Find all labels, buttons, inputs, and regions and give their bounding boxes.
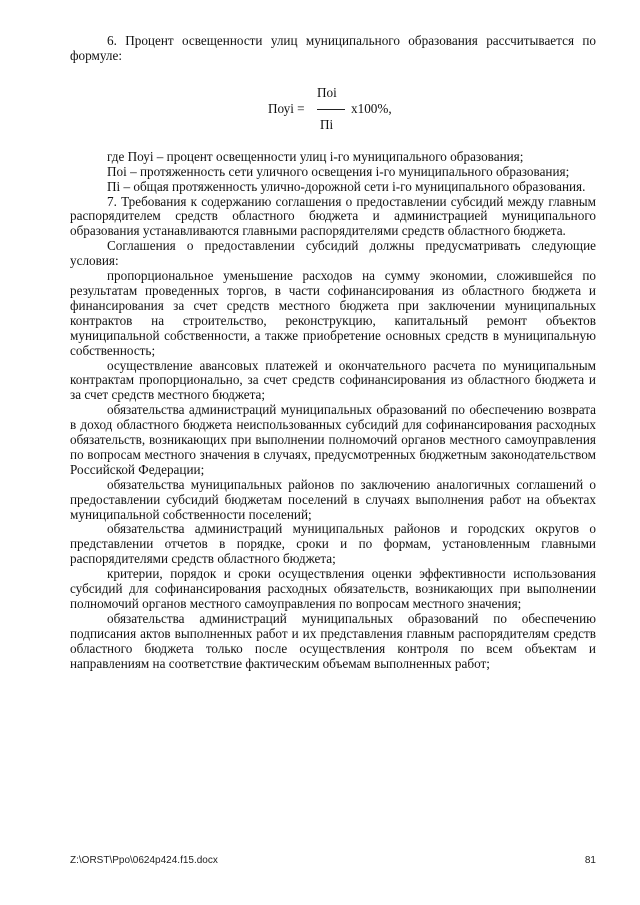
condition-return-obligation: обязательства администраций муниципальных образований по обеспечению возврата в доход областного бюджета неиспользованных субсидий для софинансирования расходных обязательств, возникающих при выполнении полномочий органов местного самоуправления по вопросам местного значения в случаях, предусмотренных бюджетным законодательством Российской Федерации; — [70, 402, 596, 477]
condition-proportional-reduction: пропорциональное уменьшение расходов на сумму экономии, сложившейся по результатам проведенных торгов, в части софинансирования из областного бюджета и финансирования за счет средств местного бюджета при заключении муниципальных контрактов на строительство, реконструкцию, капитальный ремонт объектов муниципальной собственности, а также приобретение основных средств в муниципальную собственность; — [70, 268, 596, 358]
document-page — [70, 34, 596, 672]
definition-poui: где Поуі – процент освещенности улиц і-го муниципального образования; — [107, 148, 524, 164]
condition-efficiency-criteria: критерии, порядок и сроки осуществления оценки эффективности использования субсидий для софинансирования расходных обязательств, возникающих при выполнении полномочий органов местного самоуправления по вопросам местного значения; — [70, 566, 596, 611]
percent-formula — [70, 86, 596, 134]
condition-reporting: обязательства администраций муниципальных районов и городских округов о представлении отчетов в порядке, сроки и по формам, установленным главными распорядителями средств областного бюджета; — [70, 521, 596, 567]
formula-denominator: Пі — [320, 116, 334, 132]
formula-numerator: Поі — [317, 84, 337, 100]
definition-poi: Поі – протяженность сети уличного освещения і-го муниципального образования; — [107, 163, 570, 179]
paragraph-item-6: 6. Процент освещенности улиц муниципального образования рассчитывается по формуле: — [70, 33, 596, 63]
page-number: 81 — [584, 855, 596, 866]
fraction-line — [317, 109, 345, 110]
file-path: Z:\ORST\Ppo\0624p424.f15.docx — [70, 855, 218, 866]
condition-acts-signing: обязательства администраций муниципальных образований по обеспечению подписания актов выполненных работ и их представления главным распорядителям средств областного бюджета только после осуществления контроля по всем объектам и направлениям на соответствие фактическим объемам выполненных работ; — [70, 610, 596, 671]
paragraph-item-7: 7. Требования к содержанию соглашения о предоставлении субсидий между главным распорядителем средств областного бюджета и администрацией муниципального образования устанавливаются главными распорядителями средств областного бюджета. — [70, 193, 596, 239]
condition-district-agreements: обязательства муниципальных районов по заключению аналогичных соглашений о предоставлении субсидий бюджетам поселений в случаях выполнения работ на объектах муниципальной собственности поселений; — [70, 476, 596, 522]
paragraph-agreements: Соглашения о предоставлении субсидий должны предусматривать следующие условия: — [70, 238, 596, 269]
formula-lhs: Поуі = — [268, 100, 305, 116]
condition-advance-payments: осуществление авансовых платежей и окончательного расчета по муниципальным контрактам пропорционально, за счет средств софинансирования из областного бюджета и за счет средств местного бюджета; — [70, 357, 596, 403]
definition-pi: Пі – общая протяженность улично-дорожной сети і-го муниципального образования. — [107, 178, 586, 194]
formula-multiplier: х100%, — [351, 100, 392, 116]
